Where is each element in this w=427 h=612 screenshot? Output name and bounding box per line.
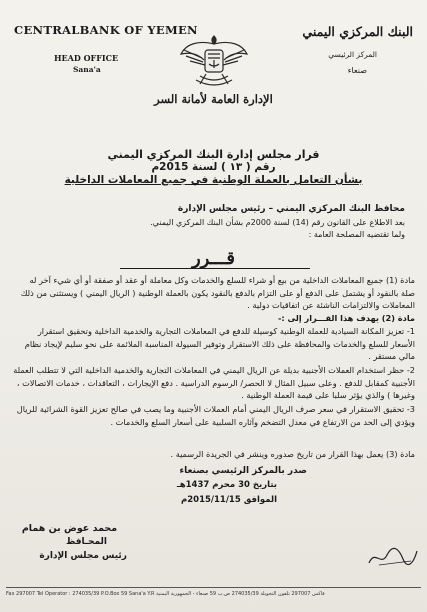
article-2-item-1: 1- تعزيز المكانة السيادية للعملة الوطنية كوسيلة للدفع في المعاملات التجارية والخدمية الداخلية وتحقيق استقرار الأسعار للسلع والخدمات والمحافظة على ذلك الاستقرار وتوفير السيولة المناسبة الملائمة على نحو سليم لإيجاد نظام مالي مستقر . <box>24 326 415 362</box>
article-2-item-3: 3- تحقيق الاستقرار في سعر صرف الريال اليمني أمام العملات الأجنبية وما يصب في صالح تعزيز القوة الشرائية للريال ويؤدي إلى الحد من الارتفاع في معدل التضخم وآثاره السلبية على أسعار السلع والخدمات . <box>16 404 415 427</box>
department-title: الإدارة العامة لأمانة السر <box>154 92 273 106</box>
arabic-bank-name: البنك المركزي اليمني <box>302 24 413 39</box>
article-1: مادة (1) جميع المعاملات الداخلية من بيع أو شراء للسلع والخدمات وكل معاملة أو عقد أو صفقة أو أي شيء آخر له صلة بالنقود أو يشتمل على الدفع أو على التزام بالدفع بالنقود يكون بالعملة الوطنية ( الريال اليمني ) ويستثنى من ذلك المعاملات والالتزامات الناشئة عن اتفاقيات دولية . <box>20 275 415 311</box>
article-2-heading: مادة (2) يهدف هذا القـــرار إلى :- <box>277 313 415 323</box>
decision-title: قرار مجلس إدارة البنك المركزي اليمني <box>107 148 320 161</box>
footer-contact: Fax 297007 Tel Operator : 274035/39 P.O.Box 59 Sana'a Y.R فاكس 297007 تلفون التحويلة 274035/39 ص.ب 59 صنعاء - الجمهورية اليمنية <box>6 591 325 597</box>
article-2-item-2: 2- حظر استخدام العملات الأجنبية بديلة عن الريال اليمني في المعاملات التجارية والخدمية الداخلية التي لا تتطلب العملة الأجنبية كمقابل للدفع . وعلى سبيل المثال لا الحصر/ الرسوم الدراسية . دفع الإيجارات ، التعاقدات ، خدمات الاتصالات ، وغيرها ) والذي يؤثر سلبا على قيمة العملة الوطنية . <box>13 365 415 401</box>
decree-heading: قـــرر <box>191 248 236 269</box>
issuance-hijri-date: بتاريخ 30 محرم 1437هـ <box>176 480 277 490</box>
article-3: مادة (3) يعمل بهذا القرار من تاريخ صدوره وينشر في الجريدة الرسمية . <box>170 449 415 459</box>
yemen-eagle-emblem-icon <box>178 30 250 94</box>
english-head-office: HEAD OFFICE <box>54 53 119 63</box>
arabic-city: صنعاء <box>347 66 367 75</box>
handwritten-signature <box>365 545 420 570</box>
public-interest-line: ولما تقتضيه المصلحة العامة : <box>308 230 405 239</box>
issuance-place: صدر بالمركز الرئيسي بصنعاء <box>179 466 307 476</box>
signatory-title: المحـافظ <box>66 537 107 547</box>
decision-number: رقم ( ١٣ ) لسنة 2015م <box>151 161 276 173</box>
governor-line: محافظ البنك المركزي اليمني – رئيس مجلس الإدارة <box>177 204 405 214</box>
english-bank-name: CENTRALBANK OF YEMEN <box>14 23 198 37</box>
footer-divider <box>6 587 421 588</box>
decision-subject: بشأن التعامل بالعملة الوطنية في جميع المعاملات الداخلية <box>64 174 363 186</box>
english-city: Sana'a <box>73 65 101 74</box>
arabic-head-office: المركز الرئيسي <box>328 50 377 59</box>
after-review-line: بعد الاطلاع على القانون رقم (14) لسنة 2000م بشأن البنك المركزي اليمني. <box>150 218 405 227</box>
signatory-role: رئيس مجلس الإدارة <box>39 551 127 561</box>
issuance-gregorian-date: الموافق 2015/11/15م <box>181 495 277 505</box>
decree-underline <box>120 268 310 269</box>
signatory-name: محمد عوض بن همام <box>21 523 118 534</box>
